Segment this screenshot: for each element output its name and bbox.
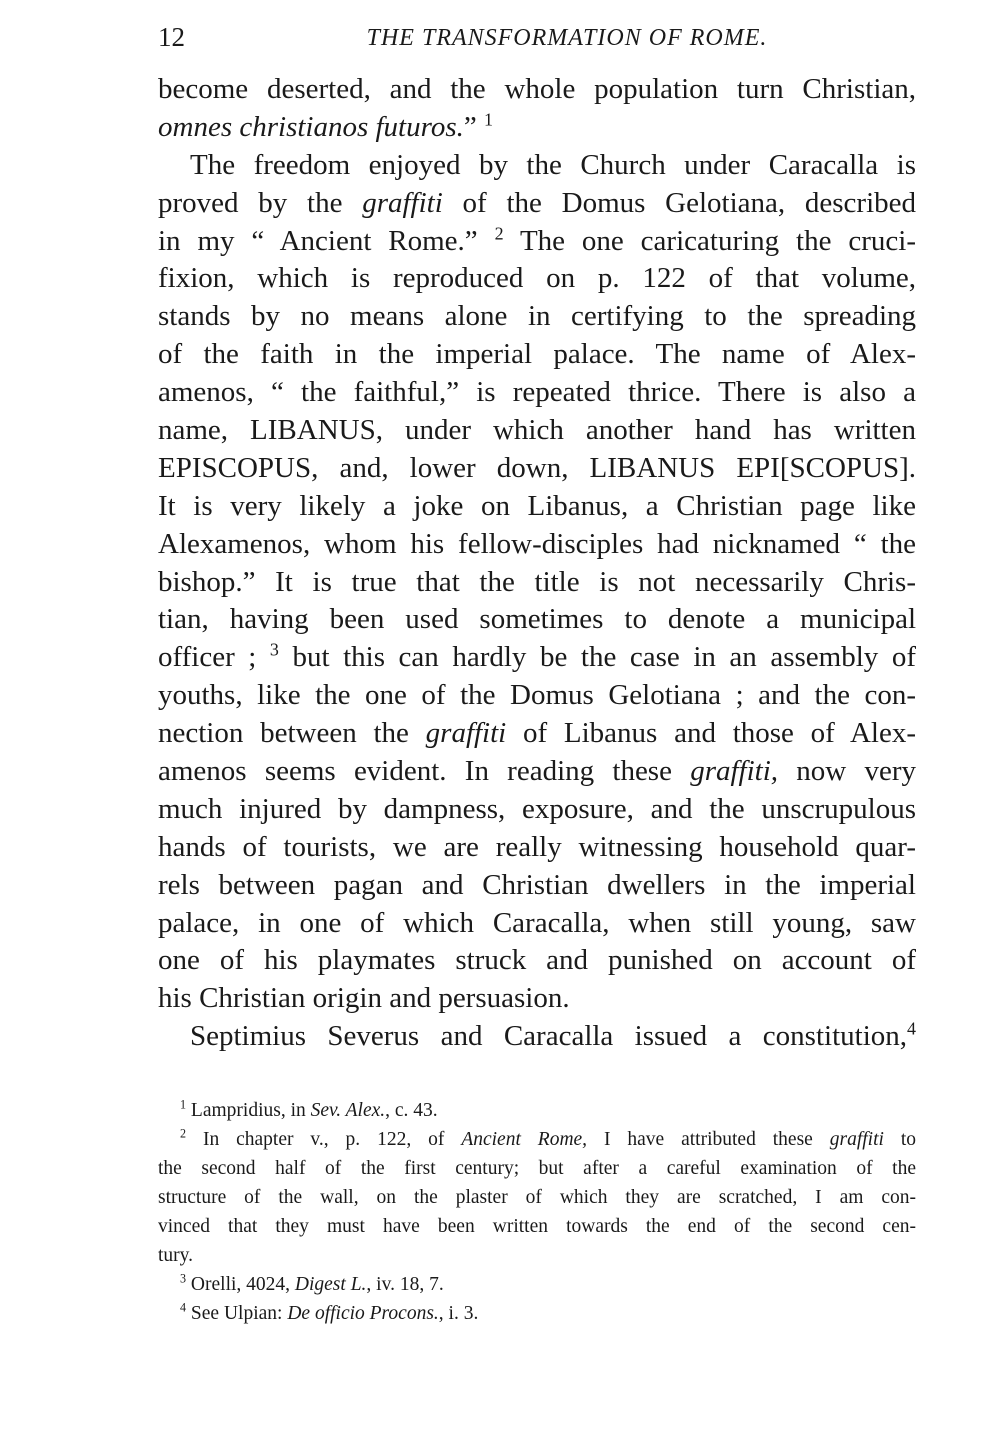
body-text [158,71,916,1056]
text-line: youths, like the one of the Domus Gelotiana ; and the con- [158,679,916,712]
text-line: Alexamenos, whom his fellow-disciples had nicknamed “ the [158,527,916,560]
text-line: palace, in one of which Caracalla, when still young, saw [158,906,916,939]
text-line: It is very likely a joke on Libanus, a Christian page like [158,489,916,522]
footnote-2: $^2$ In chapter v., p. 122, of Ancient Rome, I have attributed these graffiti to [180,1126,916,1150]
footnote-4: $^4$ See Ulpian: De officio Procons., i. 3. [180,1300,479,1324]
text-line: hands of tourists, we are really witnessing household quar- [158,830,916,863]
text-line: of the faith in the imperial palace. The name of Alex- [158,338,916,371]
text-line: rels between pagan and Christian dwellers in the imperial [158,868,916,901]
latin-quote: omnes christianos futuros. [158,110,464,143]
text-line: omnes christianos futuros.” $^1$ [158,109,493,143]
text-line: his Christian origin and persuasion. [158,982,570,1015]
footnote-1: $^1$ Lampridius, in Sev. Alex., c. 43. [180,1097,438,1121]
text-line: much injured by dampness, exposure, and the unscrupulous [158,792,916,825]
footnote-ref: 4 [907,1018,916,1039]
running-title: THE TRANSFORMATION OF ROME. [366,25,768,51]
text-line: amenos seems evident. In reading these graffiti, now very [158,755,916,788]
text-line: EPISCOPUS, and, lower down, LIBANUS EPI[SCOPUS]. [158,451,916,484]
text-line: name, LIBANUS, under which another hand has written [158,414,916,447]
text-line: become deserted, and the whole population turn Christian, [158,73,916,105]
footnotes [158,1096,916,1328]
page-number: 12 [158,22,185,52]
page-header [158,22,916,58]
text-line: amenos, “ the faithful,” is repeated thrice. There is also a [158,376,916,409]
text-line: nection between the graffiti of Libanus and those of Alex- [158,717,916,750]
text-line: officer ; $^3$ but this can hardly be the case in an assembly of [158,639,916,674]
footnote-line: vinced that they must have been written towards the end of the second cen- [158,1216,916,1237]
footnote-ref: 2 [494,222,504,243]
footnote-line: structure of the wall, on the plaster of which they are scratched, I am con- [158,1187,916,1208]
paragraph-start: Septimius Severus and Caracalla issued a constitution,$^4$ [190,1018,916,1053]
footnote-ref: 1 [483,109,493,130]
footnote-3: $^3$ Orelli, 4024, Digest L., iv. 18, 7. [180,1271,444,1295]
footnote-ref: 3 [269,639,279,660]
footnote-line: tury. [158,1245,194,1266]
text-line: one of his playmates struck and punished on account of [158,944,916,977]
footnote-line: the second half of the first century; but after a careful examination of the [158,1158,916,1179]
paragraph-start: The freedom enjoyed by the Church under Caracalla is [190,148,916,181]
text-line: tian, having been used sometimes to denote a municipal [158,603,916,636]
text-line: proved by the graffiti of the Domus Gelotiana, described [158,186,916,219]
text-line: fixion, which is reproduced on p. 122 of that volume, [158,262,916,295]
text-line: stands by no means alone in certifying to the spreading [158,300,916,333]
text-line: bishop.” It is true that the title is not necessarily Chris- [158,565,916,598]
text-line: in my “ Ancient Rome.” $^2$ The one caricaturing the cruci- [158,222,916,257]
